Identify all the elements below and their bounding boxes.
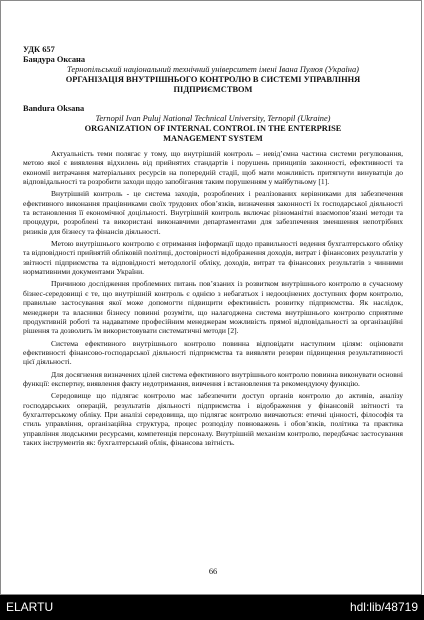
title-en-line1: ORGANIZATION OF INTERNAL CONTROL IN THE ENTERPRISE xyxy=(84,124,342,133)
paragraph-3: Метою внутрішнього контролю є отримання інформації щодо правильності ведення бухгалтерського обліку та відповідності прийнятій обліковій політиці, достовірності відображення доходів, витрат і фінансових результатів у звітності підприємства та відповідності методології обліку, доходів, витрат та фінансових результатів з чинними нормативними документами України. xyxy=(23,239,403,277)
spacer xyxy=(23,95,403,104)
affiliation-ua: Тернопільський національний технічний університет імені Івана Пулюя (Україна) xyxy=(67,65,359,74)
title-en-line2: MANAGEMENT SYSTEM xyxy=(163,134,263,143)
page-number: 66 xyxy=(208,567,218,576)
paragraph-4: Причиною дослідження проблемних питань пов’язаних із розвитком внутрішнього контролю в сучасному бізнес-середовищі є те, що внутрішній контроль є однією з небагатьох і недооцінених доступних форм контролю, правильне застосування якої може допомогти підвищити ефективність розвитку підприємства. Як наслідок, менеджери та власники бізнесу повинні розуміти, що налагоджена система внутрішнього контролю сприятиме продуктивній роботі та надаватиме професійним менеджерам можливість прямої відповідальності за організаційні рішення та дозволить їм використовувати систематичні методи [2]. xyxy=(23,279,403,336)
author-name-ua: Бандура Оксана xyxy=(23,55,86,64)
udk-code: УДК 657 xyxy=(23,45,55,54)
paragraph-5: Система ефективного внутрішнього контролю повинна відповідати наступним цілям: оцінювати ефективності фінансово-господарської діяльності підприємства та виявляти резерви підвищення результативності цієї діяльності. xyxy=(23,338,403,367)
paragraph-1: Актуальність теми полягає у тому, що внутрішній контроль – невід’ємна частина системи регулювання, метою якої є виявлення відхилень від прийнятих стандартів і порушень принципів законності, ефективності та економії витрачання матеріальних ресурсів на попередній стадії, щоб мати можливість притягнути винуватців до відповідальності та розробити заходи щодо запобігання таким порушенням у майбутньому [1]. xyxy=(23,149,403,187)
paragraph-6: Для досягнення визначених цілей система ефективного внутрішнього контролю повинна виконувати основні функції: експертну, виявлення факту недотримання, вивчення і встановлення та рекомендуючу функцію. xyxy=(23,369,403,388)
author-name-en: Bandura Oksana xyxy=(23,104,85,113)
handle-identifier: hdl:lib/48719 xyxy=(349,600,418,614)
paragraph-2: Внутрішній контроль - це система заходів, розроблених і реалізованих керівниками для забезпечення ефективного виконання працівниками своїх трудових обов’язків, визначення законності їх господарської діяльності та встановлення її економічної доцільності. Внутрішній контроль включає різноманітні взаємопов’язані методи та процедури, розроблені та використані виконавчими департаментами для забезпечення зменшення непотрібних ризиків для бізнесу та фінансів діяльності. xyxy=(23,189,403,236)
page-content xyxy=(23,45,403,450)
article-body xyxy=(23,149,403,447)
title-ua-line1: ОРГАНІЗАЦІЯ ВНУТРІШНЬОГО КОНТРОЛЮ В СИСТЕМІ УПРАВЛІННЯ xyxy=(65,75,361,84)
title-ua-line2: ПІДПРИЄМСТВОМ xyxy=(173,85,253,94)
repository-footer-bar xyxy=(0,595,424,620)
paragraph-7: Середовище що підлягає контролю має забезпечити доступ органів контролю до активів, аналізу господарських операцій, результатів діяльності підприємства і відображення у фінансовій звітності та бухгалтерському обліку. При аналізі середовища, що підлягає контролю вивчаються: етичні цінності, філософія та стиль управління, організаційна структура, процес розподілу повноважень і обов’язків, політика та практика управління людськими ресурсами, компетенція персоналу. Внутрішній механізм контролю, передбачає застосування таких інструментів як: бухгалтерський облік, фінансова звітність. xyxy=(23,391,403,447)
repository-name: ELARTU xyxy=(6,600,54,614)
affiliation-en: Ternopil Ivan Puluj National Technical University, Ternopil (Ukraine) xyxy=(95,114,331,123)
